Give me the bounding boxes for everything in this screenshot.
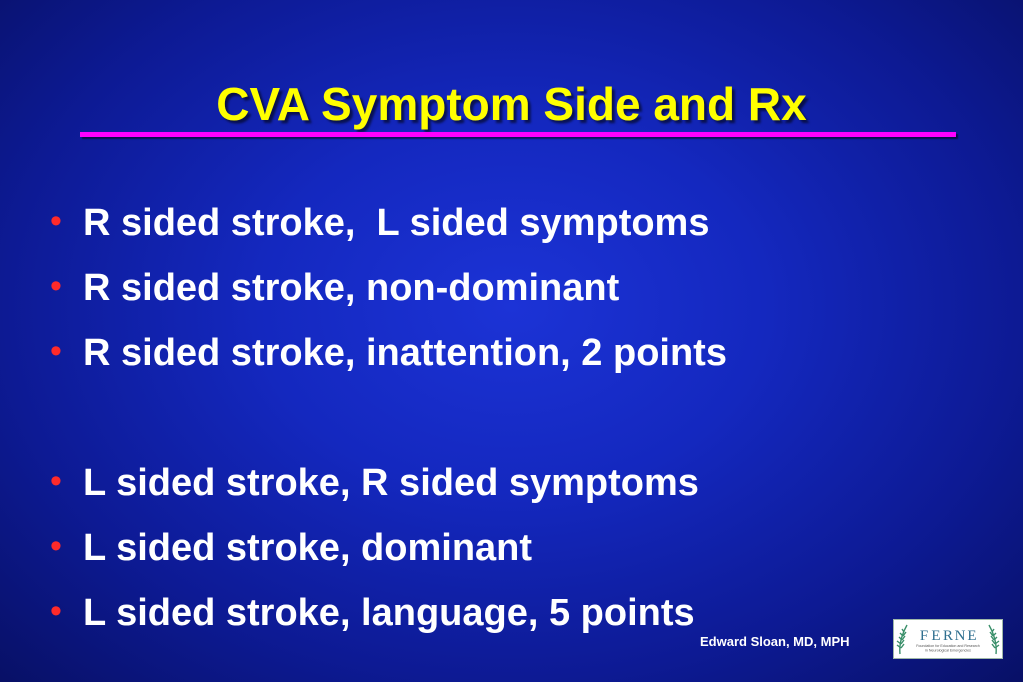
logo-letter: E <box>931 628 941 644</box>
bullet-item <box>50 190 990 255</box>
bullet-text: R sided stroke, non-dominant <box>83 266 620 309</box>
bullet-item <box>50 515 990 580</box>
bullet-text: R sided stroke, L sided symptoms <box>83 201 710 244</box>
bullet-item <box>50 450 990 515</box>
bullet-item <box>50 255 990 320</box>
bullet-marker: • <box>50 461 62 500</box>
bullet-item <box>50 320 990 385</box>
bullet-text: L sided stroke, dominant <box>83 526 533 569</box>
logo-letter: R <box>942 628 954 644</box>
bullet-text: R sided stroke, inattention, 2 points <box>83 331 727 374</box>
bullet-text: L sided stroke, language, 5 points <box>83 591 695 634</box>
slide-title: CVA Symptom Side and Rx <box>216 78 807 130</box>
logo-subtitle: in Neurological Emergencies <box>925 648 971 653</box>
author-credit: Edward Sloan, MD, MPH <box>700 634 850 649</box>
ferne-logo-graphic <box>894 620 1002 658</box>
bullet-marker: • <box>50 331 62 370</box>
bullet-marker: • <box>50 266 62 305</box>
logo-letter: F <box>919 628 929 644</box>
logo-letter: N <box>954 628 966 644</box>
ferne-logo <box>893 619 1003 659</box>
bullet-marker: • <box>50 591 62 630</box>
bullet-marker: • <box>50 526 62 565</box>
logo-subtitle: Foundation for Education and Research <box>916 644 980 648</box>
bullet-marker: • <box>50 201 62 240</box>
bullet-list <box>50 190 990 645</box>
logo-letter: E <box>967 628 977 644</box>
bullet-text: L sided stroke, R sided symptoms <box>83 461 699 504</box>
title-underline <box>80 132 956 137</box>
